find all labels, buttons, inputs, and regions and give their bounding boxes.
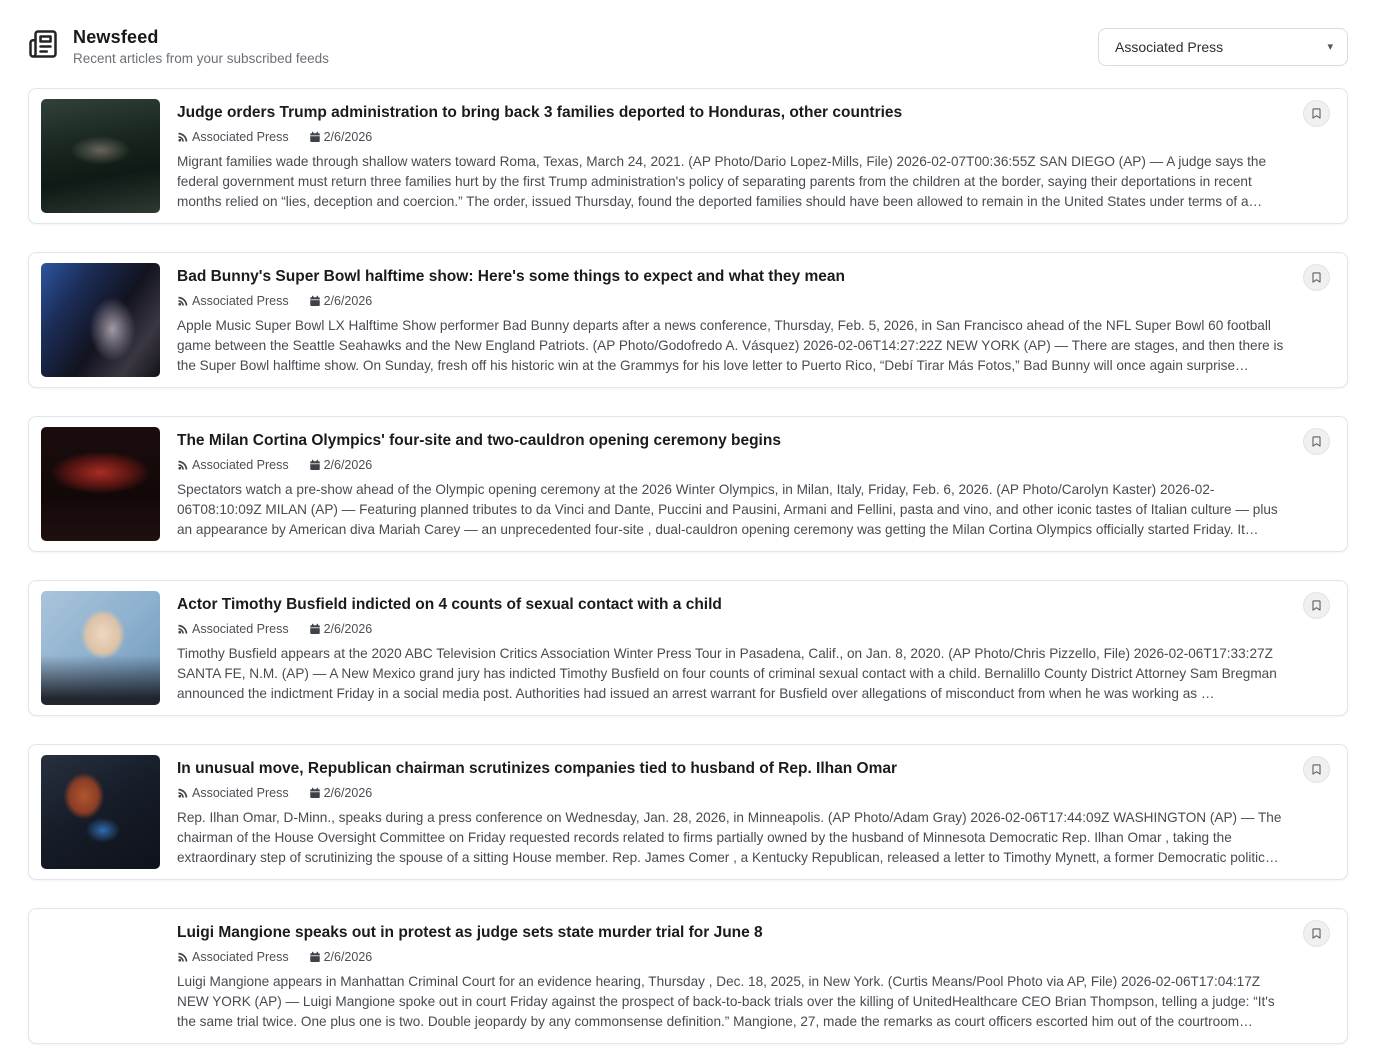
article-card[interactable] <box>28 908 1348 1044</box>
article-excerpt: Luigi Mangione appears in Manhattan Criminal Court for an evidence hearing, Thursday , Dec. 18, 2025, in New York. (Curtis Means/Pool Photo via AP, File) 2026-02-06T17:04:17Z NEW YORK (AP) — Luigi Mangione spoke out in court Friday against the prospect of back-to-back trials over the killing of UnitedHealthcare CEO Brian Thompson, telling a judge: “It's the same trial twice. One plus one is two. Double jeopardy by any commonsense definition.” Mangione, 27, made the remarks as court officers escorted him out of the courtroom… <box>177 974 1275 1029</box>
rss-icon <box>177 131 189 143</box>
article-content <box>177 99 1335 213</box>
article-source-label: Associated Press <box>192 130 289 144</box>
article-card[interactable] <box>28 416 1348 552</box>
feed-selector-value: Associated Press <box>1115 39 1224 55</box>
rss-icon <box>177 295 189 307</box>
article-excerpt: Apple Music Super Bowl LX Halftime Show performer Bad Bunny departs after a news conference, Thursday, Feb. 5, 2026, in San Francisco ahead of the NFL Super Bowl 60 football game between the Seattle Seahawks and the New England Patriots. (AP Photo/Godofredo A. Vásquez) 2026-02-06T14:27:22Z NEW YORK (AP) — There are stages, and then there is the Super Bowl halftime show. On Sunday, fresh off his historic win at the Grammys for his love letter to Puerto Rico, “Debí Tirar Más Fotos,” Bad Bunny will once again surprise… <box>177 318 1284 373</box>
article-card[interactable] <box>28 580 1348 716</box>
feed-selector-dropdown[interactable] <box>1098 28 1348 66</box>
calendar-icon <box>309 951 321 963</box>
page-subtitle: Recent articles from your subscribed feeds <box>73 51 329 66</box>
article-feed <box>28 88 1348 1044</box>
article-excerpt: Migrant families wade through shallow waters toward Roma, Texas, March 24, 2021. (AP Photo/Dario Lopez-Mills, File) 2026-02-07T00:36:55Z SAN DIEGO (AP) — A judge says the federal government must return three families hurt by the first Trump administration's policy of separating parents from the children at the border, saying their deportations in recent months relied on “lies, deception and coercion.” The order, issued Thursday, found the deported families should have been allowed to remain in the United States under terms of a… <box>177 154 1267 209</box>
rss-icon <box>177 951 189 963</box>
bookmark-icon <box>1310 271 1323 284</box>
article-meta <box>177 622 1289 636</box>
article-date-label: 2/6/2026 <box>323 294 373 308</box>
article-content <box>177 919 1335 1033</box>
article-source-label: Associated Press <box>192 458 289 472</box>
article-source <box>177 786 289 800</box>
bookmark-icon <box>1310 927 1323 940</box>
article-date <box>309 294 373 308</box>
article-card[interactable] <box>28 88 1348 224</box>
rss-icon <box>177 787 189 799</box>
article-date-label: 2/6/2026 <box>323 786 373 800</box>
article-meta <box>177 950 1289 964</box>
article-meta <box>177 458 1289 472</box>
article-card[interactable] <box>28 744 1348 880</box>
article-thumbnail <box>41 99 160 213</box>
article-title[interactable]: The Milan Cortina Olympics' four-site and two-cauldron opening ceremony begins <box>177 432 781 449</box>
header-title-group <box>28 26 329 66</box>
bookmark-button[interactable] <box>1303 920 1330 947</box>
article-excerpt: Timothy Busfield appears at the 2020 ABC Television Critics Association Winter Press Tour in Pasadena, Calif., on Jan. 8, 2020. (AP Photo/Chris Pizzello, File) 2026-02-06T17:33:27Z SANTA FE, N.M. (AP) — A New Mexico grand jury has indicted Timothy Busfield on four counts of criminal sexual contact with a child. Bernalillo County District Attorney Sam Bregman announced the indictment Friday in a social media post. Authorities had issued an arrest warrant for Busfield over allegations of misconduct from when he was working as … <box>177 646 1277 701</box>
article-card[interactable] <box>28 252 1348 388</box>
article-thumbnail <box>41 427 160 541</box>
article-meta <box>177 130 1289 144</box>
article-thumbnail <box>41 591 160 705</box>
article-date <box>309 458 373 472</box>
article-thumbnail <box>41 263 160 377</box>
bookmark-icon <box>1310 763 1323 776</box>
chevron-down-icon: ▾ <box>1327 40 1333 53</box>
article-title[interactable]: Actor Timothy Busfield indicted on 4 counts of sexual contact with a child <box>177 596 722 613</box>
article-title[interactable]: In unusual move, Republican chairman scrutinizes companies tied to husband of Rep. Ilhan Omar <box>177 760 898 777</box>
article-source-label: Associated Press <box>192 622 289 636</box>
article-source-label: Associated Press <box>192 294 289 308</box>
article-date <box>309 130 373 144</box>
article-source <box>177 130 289 144</box>
article-date <box>309 950 373 964</box>
rss-icon <box>177 459 189 471</box>
article-excerpt: Rep. Ilhan Omar, D-Minn., speaks during a press conference on Wednesday, Jan. 28, 2026, in Minneapolis. (AP Photo/Adam Gray) 2026-02-06T17:44:09Z WASHINGTON (AP) — The chairman of the House Oversight Committee on Friday requested records related to firms partially owned by the husband of Minnesota Democratic Rep. Ilhan Omar , taking the extraordinary step of scrutinizing the spouse of a sitting House member. Rep. James Comer , a Kentucky Republican, released a letter to Timothy Mynett, a former Democratic politic… <box>177 810 1282 865</box>
calendar-icon <box>309 459 321 471</box>
article-date <box>309 622 373 636</box>
article-title[interactable]: Luigi Mangione speaks out in protest as judge sets state murder trial for June 8 <box>177 924 763 941</box>
bookmark-icon <box>1310 107 1323 120</box>
article-thumbnail <box>41 919 160 1033</box>
article-title[interactable]: Judge orders Trump administration to bring back 3 families deported to Honduras, other countries <box>177 104 903 121</box>
article-content <box>177 263 1335 377</box>
bookmark-button[interactable] <box>1303 428 1330 455</box>
article-content <box>177 427 1335 541</box>
rss-icon <box>177 623 189 635</box>
article-source-label: Associated Press <box>192 786 289 800</box>
bookmark-button[interactable] <box>1303 100 1330 127</box>
article-date-label: 2/6/2026 <box>323 950 373 964</box>
article-source <box>177 950 289 964</box>
article-date-label: 2/6/2026 <box>323 622 373 636</box>
calendar-icon <box>309 295 321 307</box>
article-source <box>177 294 289 308</box>
bookmark-button[interactable] <box>1303 264 1330 291</box>
article-date-label: 2/6/2026 <box>323 130 373 144</box>
article-content <box>177 591 1335 705</box>
newspaper-icon <box>28 26 58 59</box>
page-header <box>28 26 1348 66</box>
article-title[interactable]: Bad Bunny's Super Bowl halftime show: Here's some things to expect and what they mean <box>177 268 845 285</box>
calendar-icon <box>309 623 321 635</box>
bookmark-icon <box>1310 435 1323 448</box>
article-source <box>177 622 289 636</box>
article-excerpt: Spectators watch a pre-show ahead of the Olympic opening ceremony at the 2026 Winter Olympics, in Milan, Italy, Friday, Feb. 6, 2026. (AP Photo/Carolyn Kaster) 2026-02-06T08:10:09Z MILAN (AP) — Featuring planned tributes to da Vinci and Dante, Puccini and Pausini, Armani and Fellini, pasta and vino, and other iconic tastes of Italian culture — plus an appearance by American diva Mariah Carey — an unprecedented four-site , dual-cauldron opening ceremony was getting the Milan Cortina Olympics officially started Friday. It… <box>177 482 1278 537</box>
article-thumbnail <box>41 755 160 869</box>
page-title: Newsfeed <box>73 27 159 47</box>
article-meta <box>177 294 1289 308</box>
calendar-icon <box>309 131 321 143</box>
article-source <box>177 458 289 472</box>
bookmark-icon <box>1310 599 1323 612</box>
bookmark-button[interactable] <box>1303 756 1330 783</box>
article-content <box>177 755 1335 869</box>
calendar-icon <box>309 787 321 799</box>
article-meta <box>177 786 1289 800</box>
article-date-label: 2/6/2026 <box>323 458 373 472</box>
article-source-label: Associated Press <box>192 950 289 964</box>
article-date <box>309 786 373 800</box>
bookmark-button[interactable] <box>1303 592 1330 619</box>
